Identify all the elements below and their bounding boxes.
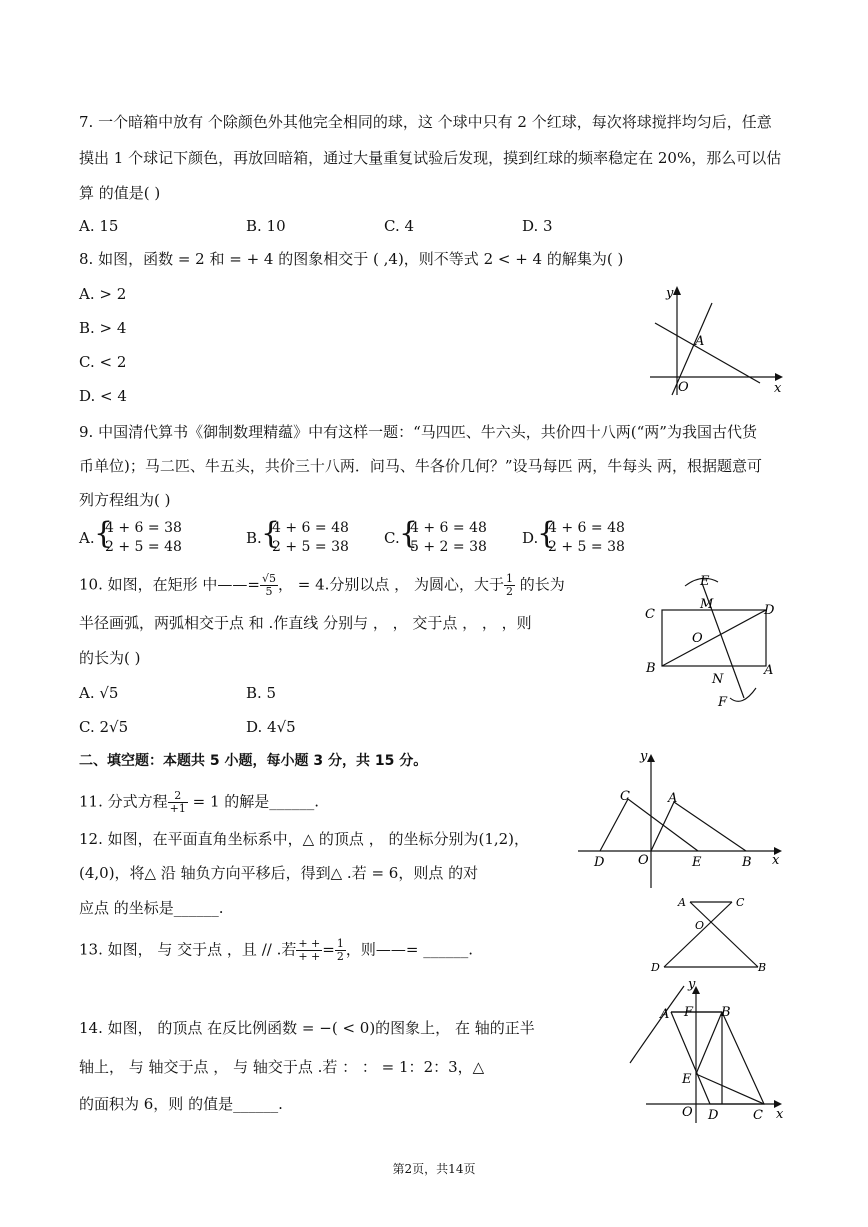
q11-fraction [168,790,188,815]
q11-text-pre: 11. 分式方程 [79,792,168,811]
fig10-label-d: D [764,603,775,618]
q9-option-b-label: B. [246,529,262,547]
q8-line1: 8. 如图，函数 = 2 和 = + 4 的图象相交于 ( ,4)，则不等式 2 < + 4 的解集为( ) [79,250,624,268]
fig14-label-d: D [708,1108,719,1123]
q7-line1: 7. 一个暗箱中放有 个除颜色外其他完全相同的球，这 个球中只有 2 个红球，每次将球搅拌均匀后，任意 [79,113,772,131]
q9-option-c-label: C. [384,529,400,547]
fig10-label-c: C [645,607,655,622]
q9-option-d-label: D. [522,529,539,547]
q7-option-b: B. 10 [246,217,286,235]
q13-figure [646,893,776,982]
q7-line2: 摸出 1 个球记下颜色，再放回暗箱，通过大量重复试验后发现，摸到红球的频率稳定在 20%，那么可以估 [79,149,782,167]
q10-line2: 半径画弧，两弧相交于点 和 .作直线 分别与 ， ， 交于点 ， ， ，则 [79,614,532,632]
q9-option-d-eq1: 4 + 6 = 48 [548,520,625,536]
q9-option-a-label: A. [79,529,95,547]
fig8-label-y: y [666,286,674,301]
q12-figure [578,749,783,892]
q9-option-c-eq2: 5 + 2 = 38 [410,539,487,555]
q10-half [504,573,515,598]
q10-option-a: A. √5 [79,684,119,702]
fig12-label-c: C [620,789,630,804]
q7-option-d: D. 3 [522,217,553,235]
q9-option-b-eq2: 2 + 5 = 38 [272,539,349,555]
q11-frac-num: 2 [168,790,188,803]
q14-line3: 的面积为 6，则 的值是______. [79,1095,283,1113]
fig14-label-x: x [776,1107,784,1122]
q10-text-pre: 10. 如图，在矩形 中 [79,575,218,594]
q9-option-c-eq1: 4 + 6 = 48 [410,520,487,536]
q13-half-num: 1 [336,937,344,950]
q8-option-c: C. < 2 [79,353,127,371]
fig8-label-x: x [774,381,782,396]
q12-line3: 应点 的坐标是______. [79,899,224,917]
q9-line3: 列方程组为( ) [79,491,171,509]
q10-text-post: 的长为 [514,575,565,594]
fig12-label-x: x [772,853,780,868]
q8-option-d: D. < 4 [79,387,127,405]
fig8-label-a: A [695,334,705,349]
q8-option-a: A. > 2 [79,285,127,303]
q10-frac-num: √5 [261,572,276,585]
q10-half-den: 2 [505,585,513,598]
q10-half-num: 1 [505,572,513,585]
q14-line1: 14. 如图， 的顶点 在反比例函数 = −( < 0)的图象上， 在 轴的正半 [79,1019,535,1037]
q10-figure [640,568,790,717]
q13-eq: = [322,940,335,959]
page-footer: 第2页，共14页 [392,1162,476,1176]
fig12-label-b: B [742,855,752,870]
brace-icon: { [261,516,281,551]
fig14-label-c: C [753,1108,763,1123]
q7-option-c: C. 4 [384,217,415,235]
fig13-label-d: D [651,961,660,974]
q10-option-d: D. 4√5 [246,718,296,736]
q8-figure [650,283,785,399]
q10-line3: 的长为( ) [79,649,141,667]
q8-option-b: B. > 4 [79,319,127,337]
fig8-label-o: O [678,380,689,395]
q11-line [79,790,319,815]
fig10-label-e: E [700,574,710,589]
q7-option-a: A. 15 [79,217,119,235]
q13-frac-num: + + [298,937,321,950]
fig13-label-o: O [695,919,705,932]
fig13-label-c: C [736,896,745,909]
brace-icon: { [537,516,557,551]
q12-line2: (4,0)，将△ 沿 轴负方向平移后，得到△ .若 = 6，则点 的对 [79,864,479,882]
q13-line [79,938,473,963]
q13-frac-den: + + [298,950,321,963]
q10-frac-den: 5 [265,585,273,598]
q13-half [335,938,346,963]
fig12-label-o: O [638,853,649,868]
fig12-label-d: D [594,855,605,870]
q10-option-b: B. 5 [246,684,277,702]
q14-figure [626,978,786,1127]
fig13-label-a: A [678,896,686,909]
q9-line1: 9. 中国清代算书《御制数理精蕴》中有这样一题：“马四匹、牛六头，共价四十八两(“两”为我国古代货 [79,423,757,441]
fig10-label-f: F [718,695,728,710]
fig12-label-e: E [692,855,702,870]
brace-icon: { [94,516,114,551]
q9-option-a-eq1: 4 + 6 = 38 [105,520,182,536]
q9-option-d-eq2: 2 + 5 = 38 [548,539,625,555]
q11-text-post: = 1 的解是______. [187,792,320,811]
q13-half-den: 2 [336,950,344,963]
fig10-label-n: N [712,672,724,687]
section2-title: 二、填空题：本题共 5 小题，每小题 3 分，共 15 分。 [79,753,428,769]
q9-line2: 币单位)；马二匹、牛五头，共价三十八两．问马、牛各价几何？”设马每匹 两，牛每头 两，根据题意可 [79,457,763,475]
q10-line1: 10. 如图，在矩形 中——= $\frac{√5}{5}$ ， = 4.分别以点 ， 为圆心，大于 $\frac{1}{2}$ 的长为 [79,572,565,598]
fig10-label-m: M [700,597,714,612]
q13-fraction [296,938,322,963]
fig12-label-y: y [640,749,648,764]
q11-frac-den: +1 [169,802,186,815]
fig14-label-f: F [684,1005,694,1020]
q10-fraction [260,573,278,598]
brace-icon: { [399,516,419,551]
fig14-label-o: O [682,1105,693,1120]
fig12-label-a: A [668,791,678,806]
fig14-label-e: E [682,1072,692,1087]
fig14-label-y: y [688,977,696,992]
fig10-label-b: B [646,661,656,676]
q9-option-b-eq1: 4 + 6 = 48 [272,520,349,536]
fig13-label-b: B [758,961,767,974]
q7-line3: 算 的值是( ) [79,184,161,202]
q10-option-c: C. 2√5 [79,718,129,736]
fig14-label-a: A [660,1007,670,1022]
q12-line1: 12. 如图，在平面直角坐标系中，△ 的顶点 ， 的坐标分别为(1,2)， [79,830,530,848]
fig10-label-o: O [692,631,703,646]
q13-text-post: ，则——= ______. [345,940,473,959]
q10-text-mid: ， = 4.分别以点 ， 为圆心，大于 [278,575,504,594]
q9-option-a-eq2: 2 + 5 = 48 [105,539,182,555]
q14-line2: 轴上， 与 轴交于点 ， 与 轴交于点 .若 ： ： = 1：2：3，△ [79,1058,485,1076]
q13-text-pre: 13. 如图， 与 交于点 ，且 // .若 [79,940,297,959]
fig10-label-a: A [764,663,774,678]
fig14-label-b: B [721,1005,731,1020]
